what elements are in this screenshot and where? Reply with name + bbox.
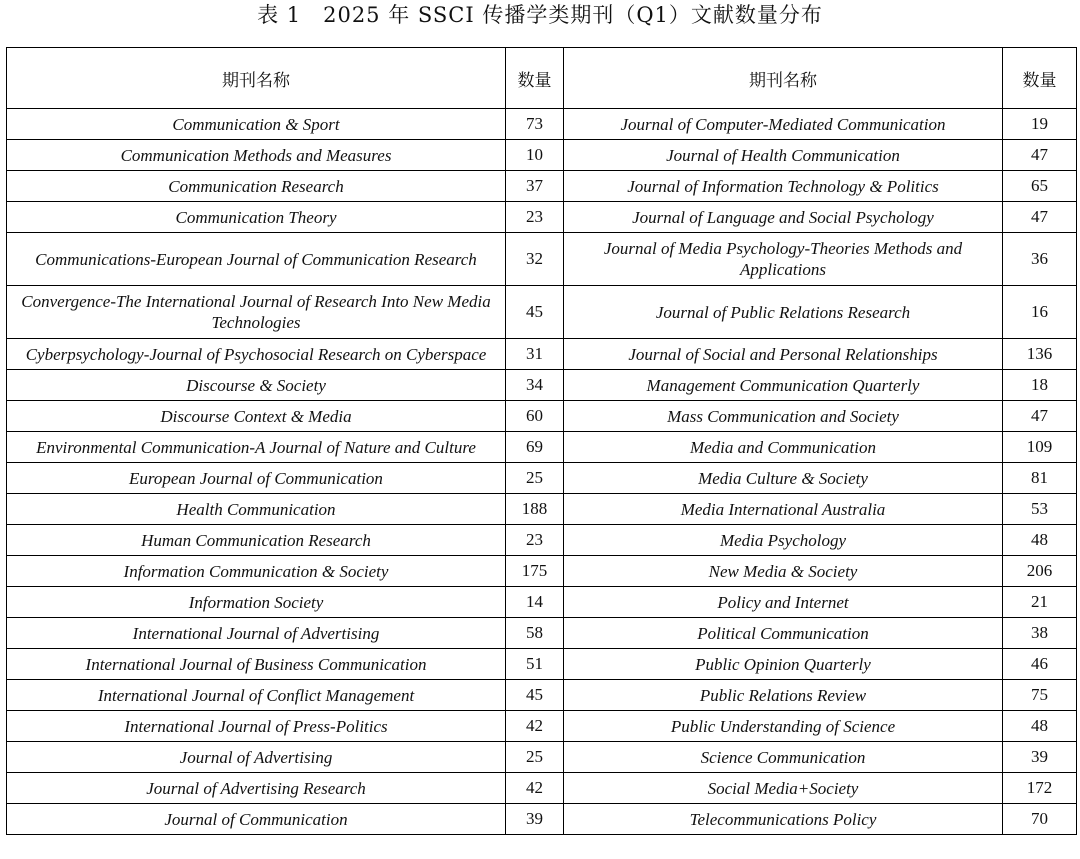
journal-name: International Journal of Business Communication [7, 649, 506, 680]
article-count: 19 [1003, 109, 1077, 140]
article-count: 25 [506, 463, 564, 494]
header-journal-name-left: 期刊名称 [7, 48, 506, 109]
article-count: 14 [506, 587, 564, 618]
table-row [7, 494, 1077, 525]
article-count: 75 [1003, 680, 1077, 711]
article-count: 109 [1003, 432, 1077, 463]
table-row [7, 370, 1077, 401]
journal-name: New Media & Society [564, 556, 1003, 587]
article-count: 206 [1003, 556, 1077, 587]
article-count: 32 [506, 233, 564, 286]
journal-count-table [6, 47, 1077, 835]
table-row [7, 339, 1077, 370]
journal-name: Management Communication Quarterly [564, 370, 1003, 401]
journal-name: Journal of Social and Personal Relationships [564, 339, 1003, 370]
journal-name: Environmental Communication-A Journal of Nature and Culture [7, 432, 506, 463]
header-journal-name-right: 期刊名称 [564, 48, 1003, 109]
table-row [7, 233, 1077, 286]
table-row [7, 463, 1077, 494]
article-count: 47 [1003, 202, 1077, 233]
journal-name: Journal of Communication [7, 804, 506, 835]
article-count: 23 [506, 525, 564, 556]
table-row [7, 773, 1077, 804]
journal-name: Cyberpsychology-Journal of Psychosocial Research on Cyberspace [7, 339, 506, 370]
article-count: 69 [506, 432, 564, 463]
article-count: 175 [506, 556, 564, 587]
article-count: 70 [1003, 804, 1077, 835]
journal-name: Information Communication & Society [7, 556, 506, 587]
article-count: 21 [1003, 587, 1077, 618]
journal-name: Public Relations Review [564, 680, 1003, 711]
article-count: 39 [1003, 742, 1077, 773]
journal-name: Health Communication [7, 494, 506, 525]
article-count: 172 [1003, 773, 1077, 804]
article-count: 48 [1003, 525, 1077, 556]
article-count: 45 [506, 286, 564, 339]
journal-name: Media Culture & Society [564, 463, 1003, 494]
journal-name: International Journal of Press-Politics [7, 711, 506, 742]
table-row [7, 286, 1077, 339]
article-count: 18 [1003, 370, 1077, 401]
article-count: 47 [1003, 401, 1077, 432]
journal-name: European Journal of Communication [7, 463, 506, 494]
journal-name: Social Media+Society [564, 773, 1003, 804]
article-count: 25 [506, 742, 564, 773]
article-count: 42 [506, 711, 564, 742]
table-row [7, 649, 1077, 680]
table-row [7, 401, 1077, 432]
article-count: 45 [506, 680, 564, 711]
header-count-right: 数量 [1003, 48, 1077, 109]
table-row [7, 525, 1077, 556]
journal-name: Public Understanding of Science [564, 711, 1003, 742]
article-count: 38 [1003, 618, 1077, 649]
journal-name: Journal of Advertising Research [7, 773, 506, 804]
table-row [7, 680, 1077, 711]
journal-name: Mass Communication and Society [564, 401, 1003, 432]
table-row [7, 587, 1077, 618]
journal-name: Journal of Information Technology & Politics [564, 171, 1003, 202]
table-row [7, 140, 1077, 171]
article-count: 51 [506, 649, 564, 680]
header-count-left: 数量 [506, 48, 564, 109]
article-count: 37 [506, 171, 564, 202]
journal-name: Journal of Media Psychology-Theories Methods and Applications [564, 233, 1003, 286]
article-count: 34 [506, 370, 564, 401]
article-count: 58 [506, 618, 564, 649]
table-row [7, 171, 1077, 202]
journal-name: Communication Methods and Measures [7, 140, 506, 171]
journal-name: Journal of Advertising [7, 742, 506, 773]
journal-name: Media Psychology [564, 525, 1003, 556]
table-row [7, 432, 1077, 463]
journal-name: Public Opinion Quarterly [564, 649, 1003, 680]
article-count: 10 [506, 140, 564, 171]
journal-name: Communications-European Journal of Communication Research [7, 233, 506, 286]
article-count: 136 [1003, 339, 1077, 370]
article-count: 46 [1003, 649, 1077, 680]
journal-name: Telecommunications Policy [564, 804, 1003, 835]
journal-name: Journal of Health Communication [564, 140, 1003, 171]
article-count: 31 [506, 339, 564, 370]
table-caption: 表 1 2025 年 SSCI 传播学类期刊（Q1）文献数量分布 [257, 3, 823, 27]
table-row [7, 109, 1077, 140]
journal-name: Media and Communication [564, 432, 1003, 463]
table-header-row [7, 48, 1077, 109]
journal-name: Science Communication [564, 742, 1003, 773]
article-count: 81 [1003, 463, 1077, 494]
table-row [7, 804, 1077, 835]
article-count: 48 [1003, 711, 1077, 742]
table-row [7, 556, 1077, 587]
journal-name: Convergence-The International Journal of Research Into New Media Technologies [7, 286, 506, 339]
journal-name: Communication Theory [7, 202, 506, 233]
journal-name: Journal of Computer-Mediated Communication [564, 109, 1003, 140]
table-row [7, 711, 1077, 742]
journal-name: Journal of Public Relations Research [564, 286, 1003, 339]
table-row [7, 618, 1077, 649]
article-count: 60 [506, 401, 564, 432]
article-count: 39 [506, 804, 564, 835]
article-count: 23 [506, 202, 564, 233]
table-row [7, 742, 1077, 773]
journal-name: Political Communication [564, 618, 1003, 649]
article-count: 53 [1003, 494, 1077, 525]
journal-name: Media International Australia [564, 494, 1003, 525]
journal-name: Journal of Language and Social Psychology [564, 202, 1003, 233]
article-count: 36 [1003, 233, 1077, 286]
article-count: 188 [506, 494, 564, 525]
journal-name: Communication Research [7, 171, 506, 202]
journal-name: Communication & Sport [7, 109, 506, 140]
journal-name: Policy and Internet [564, 587, 1003, 618]
journal-name: Discourse & Society [7, 370, 506, 401]
article-count: 42 [506, 773, 564, 804]
journal-name: Information Society [7, 587, 506, 618]
article-count: 47 [1003, 140, 1077, 171]
table-row [7, 202, 1077, 233]
article-count: 16 [1003, 286, 1077, 339]
journal-name: Human Communication Research [7, 525, 506, 556]
article-count: 65 [1003, 171, 1077, 202]
article-count: 73 [506, 109, 564, 140]
journal-name: International Journal of Advertising [7, 618, 506, 649]
journal-name: International Journal of Conflict Management [7, 680, 506, 711]
journal-name: Discourse Context & Media [7, 401, 506, 432]
